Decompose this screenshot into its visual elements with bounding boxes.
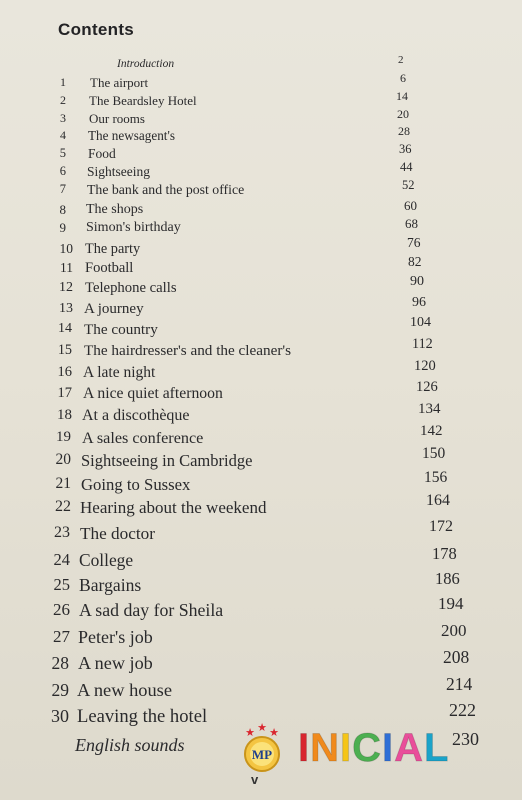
toc-entry-number: 17 <box>57 385 72 401</box>
toc-entry-page: 120 <box>414 358 436 374</box>
toc-entry-title: The country <box>84 321 158 338</box>
toc-entry-page: 142 <box>420 423 443 439</box>
toc-entry-page: 194 <box>438 594 464 613</box>
toc-entry-page: 186 <box>435 569 460 588</box>
toc-entry-page: 2 <box>398 54 404 66</box>
toc-entry-number: 3 <box>60 111 66 125</box>
toc-entry-page: 222 <box>449 700 476 720</box>
toc-entry-number: 19 <box>56 429 71 445</box>
toc-entry-page: 76 <box>407 235 421 250</box>
toc-entry-page: 90 <box>410 274 424 289</box>
toc-entry-number: 20 <box>55 451 71 468</box>
toc-entry-title: Our rooms <box>89 111 145 126</box>
toc-entry-number: 1 <box>60 75 66 89</box>
toc-entry-title: A late night <box>83 364 156 381</box>
toc-entry-page: 68 <box>405 216 418 231</box>
page-title: Contents <box>58 20 135 39</box>
toc-entry-page: 164 <box>426 492 450 509</box>
toc-entry-number: 11 <box>60 260 73 275</box>
toc-entry-title: College <box>79 550 134 570</box>
toc-entry-title: At a discothèque <box>82 407 190 424</box>
toc-entry-page: 36 <box>399 142 412 156</box>
toc-entry-number: 16 <box>57 364 72 380</box>
toc-entry-number: 14 <box>58 321 72 336</box>
toc-entry-title: A sales conference <box>82 429 204 447</box>
toc-entry-page: 126 <box>416 379 438 395</box>
toc-entry-number: 22 <box>55 498 71 515</box>
star-icon: ★ <box>269 727 279 739</box>
toc-entry-number: 8 <box>59 202 66 217</box>
toc-entry-number: 7 <box>59 182 66 196</box>
toc-entry-page: 6 <box>400 71 406 85</box>
toc-entry-page: 214 <box>446 674 473 694</box>
toc-entry-title: Hearing about the weekend <box>80 498 267 517</box>
toc-entry-title: Introduction <box>117 58 175 70</box>
toc-entry-page: 44 <box>400 160 413 174</box>
toc-entry-title: Food <box>88 146 116 161</box>
toc-entry-title: Football <box>85 260 134 276</box>
toc-entry-page: 156 <box>424 469 448 486</box>
toc-entry-number: 6 <box>59 164 66 178</box>
toc-entry-title: Telephone calls <box>85 280 177 296</box>
toc-entry-title: Sightseeing in Cambridge <box>81 451 253 470</box>
toc-entry-page: 200 <box>441 621 467 640</box>
toc-entry-title: The airport <box>90 75 149 90</box>
star-icon: ★ <box>257 722 267 734</box>
toc-entry-title: A new job <box>78 653 153 673</box>
toc-entry-page: 208 <box>443 647 470 667</box>
toc-entry-page: 60 <box>404 198 417 213</box>
toc-entry-title: A nice quiet afternoon <box>83 385 223 402</box>
toc-entry-number: 29 <box>51 680 69 700</box>
toc-entry-title: Sightseeing <box>87 164 150 179</box>
toc-entry-number: 25 <box>53 575 70 594</box>
toc-entry-title: A new house <box>77 680 173 700</box>
toc-entry-title: Simon's birthday <box>86 220 181 235</box>
toc-entry-page: 96 <box>412 295 426 310</box>
toc-entry-number: 26 <box>53 600 70 619</box>
toc-entry-title: Going to Sussex <box>81 475 191 494</box>
toc-entry-title: Leaving the hotel <box>77 706 208 727</box>
toc-entry-number: 21 <box>55 475 71 492</box>
toc-entry-number: 9 <box>59 220 66 235</box>
star-icon: ★ <box>245 727 255 739</box>
toc-entry-number: 13 <box>59 301 73 316</box>
toc-entry-page: 20 <box>397 107 409 121</box>
toc-entry-title: The doctor <box>80 524 155 543</box>
toc-entry-page: 172 <box>429 518 453 535</box>
toc-entry-number: 5 <box>59 146 66 160</box>
toc-entry-page: 28 <box>398 124 410 138</box>
svg-text:MP: MP <box>251 747 273 762</box>
mp-logo-icon <box>230 720 294 776</box>
toc-entry-number: 24 <box>53 550 70 569</box>
toc-entry-title: English sounds <box>75 735 185 755</box>
toc-entry-number: 27 <box>53 627 70 646</box>
toc-entry-title: The shops <box>86 202 144 217</box>
toc-entry-number: 4 <box>60 128 66 142</box>
toc-entry-page: 112 <box>412 336 433 352</box>
toc-entry-number: 18 <box>57 407 72 423</box>
toc-entry-title: A journey <box>84 301 144 317</box>
toc-entry-title: Peter's job <box>78 627 153 647</box>
watermark <box>230 712 515 784</box>
toc-entry-title: The Beardsley Hotel <box>89 93 197 108</box>
toc-entry-number: 12 <box>59 280 73 295</box>
toc-entry-number: 2 <box>60 93 66 107</box>
toc-entry-page: 230 <box>452 729 479 749</box>
toc-entry-title: The hairdresser's and the cleaner's <box>84 342 292 359</box>
toc-entry-title: The bank and the post office <box>87 182 245 197</box>
toc-entry-page: 134 <box>418 401 441 417</box>
toc-entry-title: Bargains <box>79 575 142 595</box>
toc-entry-page: 14 <box>396 89 408 103</box>
toc-entry-page: 150 <box>422 445 446 462</box>
toc-entry-page: 104 <box>410 315 431 330</box>
toc-entry-title: The party <box>85 241 141 257</box>
watermark-brand-text: INICIAL <box>298 726 450 770</box>
toc-entry-title: The newsagent's <box>88 128 175 143</box>
toc-entry-number: 30 <box>51 706 69 726</box>
toc-entry-number: 28 <box>51 653 69 673</box>
toc-entry-page: 178 <box>432 544 457 563</box>
toc-entry-page: 82 <box>408 254 422 269</box>
toc-entry-number: 23 <box>54 524 70 541</box>
toc-entry-title: A sad day for Sheila <box>79 600 224 620</box>
toc-entry-page: 52 <box>402 178 415 192</box>
toc-entry-number: 15 <box>57 342 72 358</box>
toc-entry-number: 10 <box>59 241 73 256</box>
page-number-footer: v <box>251 772 259 787</box>
